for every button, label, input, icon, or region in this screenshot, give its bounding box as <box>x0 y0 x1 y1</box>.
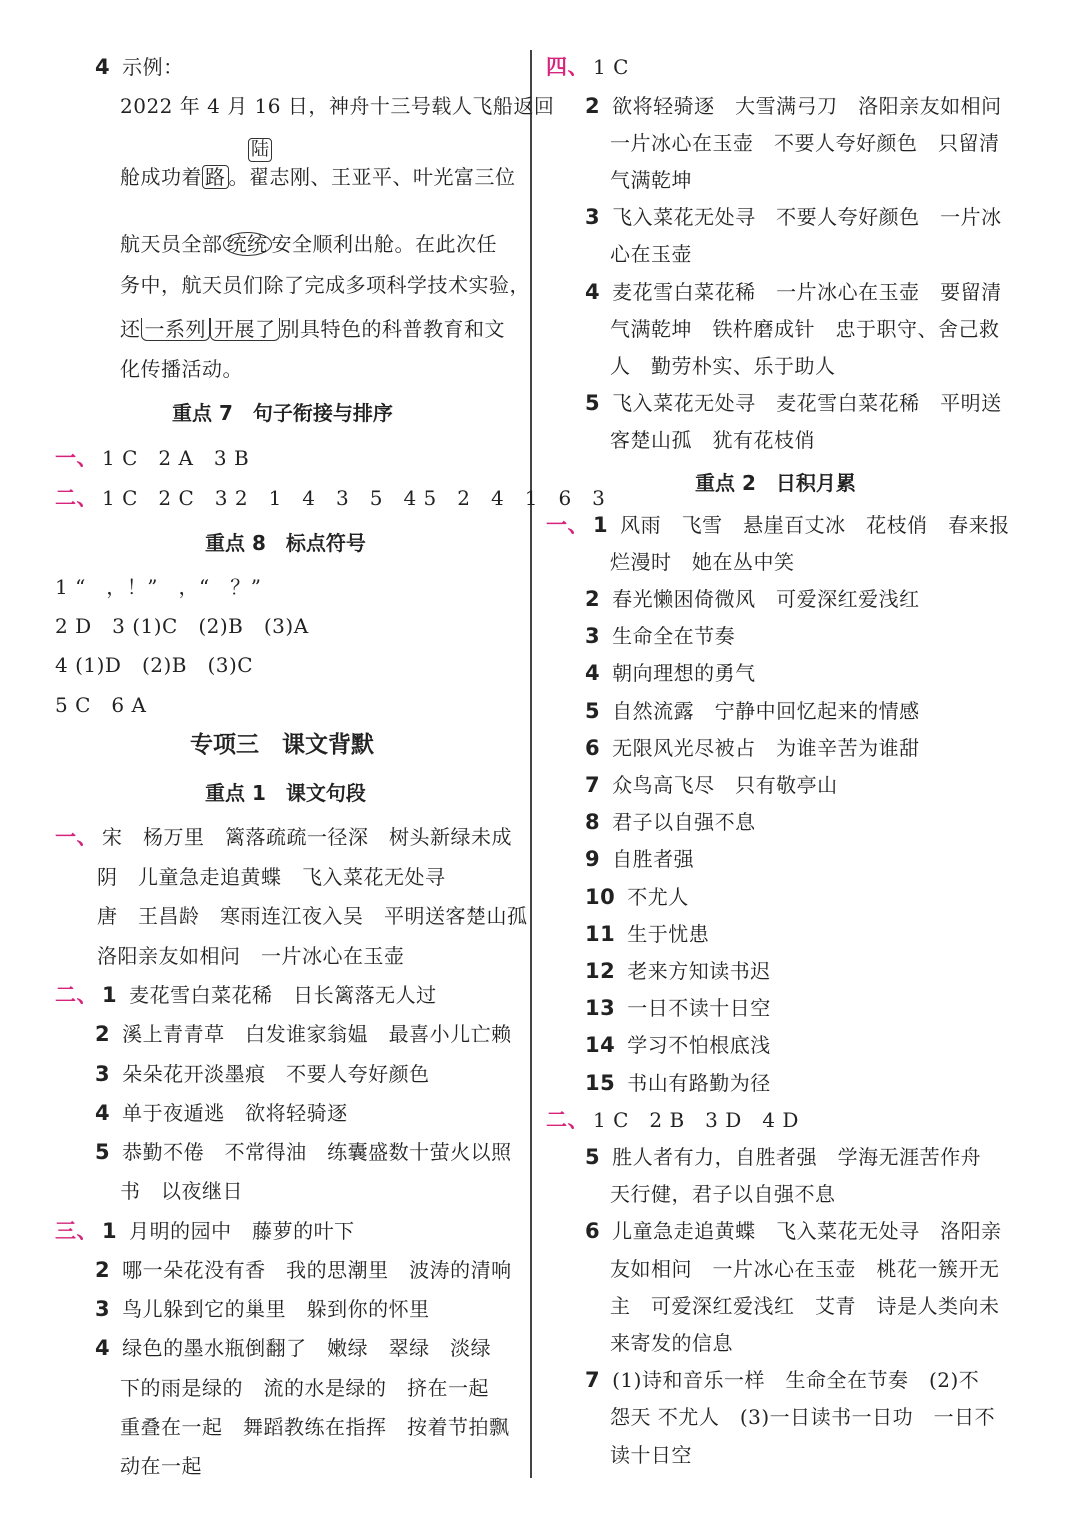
answer-line: 5 胜人者有力，自胜者强 学海无涯苦作舟 <box>585 1145 982 1169</box>
answer-line: 13 一日不读十日空 <box>585 996 771 1020</box>
answer-line: 二、 1 C 2 B 3 D 4 D <box>546 1108 799 1132</box>
answer-line: 3 飞入菜花无处寻 不要人夸好颜色 一片冰 <box>585 205 1002 229</box>
example-line: 舱成功着 路 。翟志刚、王亚平、叶光富三位 <box>120 165 516 189</box>
answer-line: 5 飞入菜花无处寻 麦花雪白菜花稀 平明送 <box>585 391 1002 415</box>
answer-line: 3 朵朵花开淡墨痕 不要人夸好颜色 <box>95 1062 430 1086</box>
answer-line: 3 生命全在节奏 <box>585 624 736 648</box>
answer-line: 11 生于忧患 <box>585 922 710 946</box>
answer-line: 重叠在一起 舞蹈教练在指挥 按着节拍飘 <box>120 1415 510 1439</box>
column-divider <box>530 50 532 1478</box>
answer-line: 一、 宋 杨万里 篱落疏疏一径深 树头新绿未成 <box>55 825 512 849</box>
answer-line: 4 (1)D (2)B (3)C <box>55 653 254 677</box>
answer-line: 一片冰心在玉壶 不要人夸好颜色 只留清 <box>610 131 1000 155</box>
answer-line: 7 众鸟高飞尽 只有敬亭山 <box>585 773 838 797</box>
answer-line: 动在一起 <box>120 1454 202 1478</box>
proofreading-swap: 开展了 <box>210 318 280 341</box>
example-line: 还 一系列 开展了 别具特色的科普教育和文 <box>120 317 505 341</box>
answer-line: 6 儿童急走追黄蝶 飞入菜花无处寻 洛阳亲 <box>585 1219 1002 1243</box>
proofreading-circle: 统统 <box>223 232 272 256</box>
example-line: 2022 年 4 月 16 日，神舟十三号载人飞船返回 <box>120 94 555 118</box>
answer-line: 14 学习不怕根底浅 <box>585 1033 771 1057</box>
answer-line: 读十日空 <box>610 1443 692 1467</box>
answer-line: 2 D 3 (1)C (2)B (3)A <box>55 614 309 638</box>
answer-line: 5 自然流露 宁静中回忆起来的情感 <box>585 699 920 723</box>
answer-line: 一、 1 风雨 飞雪 悬崖百丈冰 花枝俏 春来报 <box>546 513 1010 537</box>
section-heading: 重点 1 课文句段 <box>205 781 366 805</box>
answer-line: 一、 1 C 2 A 3 B <box>55 446 250 470</box>
answer-line: 阴 儿童急走追黄蝶 飞入菜花无处寻 <box>97 865 446 889</box>
answer-line: 2 欲将轻骑逐 大雪满弓刀 洛阳亲友如相问 <box>585 94 1002 118</box>
answer-line: 气满乾坤 铁杵磨成针 忠于职守、舍己救 <box>610 317 1000 341</box>
answer-line: 5 恭勤不倦 不常得油 练囊盛数十萤火以照 <box>95 1140 512 1164</box>
answer-line: 二、 1 麦花雪白菜花稀 日长篱落无人过 <box>55 983 437 1007</box>
answer-line: 4 绿色的墨水瓶倒翻了 嫩绿 翠绿 淡绿 <box>95 1336 492 1360</box>
answer-line: 二、 1 C 2 C 3 2 1 4 3 5 4 5 2 4 1 6 3 <box>55 486 606 510</box>
answer-line: 三、 1 月明的园中 藤萝的叶下 <box>55 1219 355 1243</box>
answer-line: 7 (1)诗和音乐一样 生命全在节奏 (2)不 <box>585 1368 980 1392</box>
proofreading-insert: 陆 <box>248 138 272 162</box>
answer-line: 下的雨是绿的 流的水是绿的 挤在一起 <box>120 1376 489 1400</box>
answer-line: 4 朝向理想的勇气 <box>585 661 756 685</box>
answer-line: 书 以夜继日 <box>120 1179 243 1203</box>
answer-line: 2 春光懒困倚微风 可爱深红爱浅红 <box>585 587 920 611</box>
example-heading: 4 示例： <box>95 55 184 79</box>
answer-line: 5 C 6 A <box>55 693 147 717</box>
chapter-heading: 专项三 课文背默 <box>190 732 374 758</box>
example-line: 化传播活动。 <box>120 357 243 381</box>
answer-line: 10 不尤人 <box>585 885 689 909</box>
answer-line: 1 “ ，！” ，“ ？” <box>55 575 262 599</box>
answer-line: 人 勤劳朴实、乐于助人 <box>610 354 836 378</box>
example-line: 航天员全部 统统 安全顺利出舱。在此次任 <box>120 232 497 256</box>
section-heading: 重点 8 标点符号 <box>205 531 366 555</box>
example-line: 务中，航天员们除了完成多项科学技术实验， <box>120 273 530 297</box>
answer-line: 主 可爱深红爱浅红 艾青 诗是人类向未 <box>610 1294 1000 1318</box>
answer-line: 天行健，君子以自强不息 <box>610 1182 836 1206</box>
answer-line: 来寄发的信息 <box>610 1331 733 1355</box>
answer-line: 客楚山孤 犹有花枝俏 <box>610 428 815 452</box>
answer-line: 洛阳亲友如相问 一片冰心在玉壶 <box>97 944 405 968</box>
answer-line: 8 君子以自强不息 <box>585 810 756 834</box>
answer-line: 4 单于夜遁逃 欲将轻骑逐 <box>95 1101 348 1125</box>
answer-line: 四、 1 C <box>546 55 629 79</box>
answer-line: 12 老来方知读书迟 <box>585 959 771 983</box>
proofreading-box: 路 <box>202 165 229 189</box>
proofreading-swap: 一系列 <box>141 318 211 341</box>
answer-line: 烂漫时 她在丛中笑 <box>610 550 795 574</box>
answer-line: 怨天 不尤人 (3)一日读书一日功 一日不 <box>610 1405 996 1429</box>
section-heading: 重点 2 日积月累 <box>695 471 856 495</box>
answer-line: 3 鸟儿躲到它的巢里 躲到你的怀里 <box>95 1297 430 1321</box>
section-heading: 重点 7 句子衔接与排序 <box>172 401 393 425</box>
answer-line: 6 无限风光尽被占 为谁辛苦为谁甜 <box>585 736 920 760</box>
answer-line: 4 麦花雪白菜花稀 一片冰心在玉壶 要留清 <box>585 280 1002 304</box>
answer-line: 友如相问 一片冰心在玉壶 桃花一簇开无 <box>610 1257 1000 1281</box>
answer-line: 心在玉壶 <box>610 242 692 266</box>
answer-line: 2 哪一朵花没有香 我的思潮里 波涛的清响 <box>95 1258 512 1282</box>
answer-line: 唐 王昌龄 寒雨连江夜入吴 平明送客楚山孤 <box>97 904 528 928</box>
answer-line: 气满乾坤 <box>610 168 692 192</box>
answer-line: 15 书山有路勤为径 <box>585 1071 771 1095</box>
answer-line: 9 自胜者强 <box>585 847 695 871</box>
answer-line: 2 溪上青青草 白发谁家翁媪 最喜小儿亡赖 <box>95 1022 512 1046</box>
